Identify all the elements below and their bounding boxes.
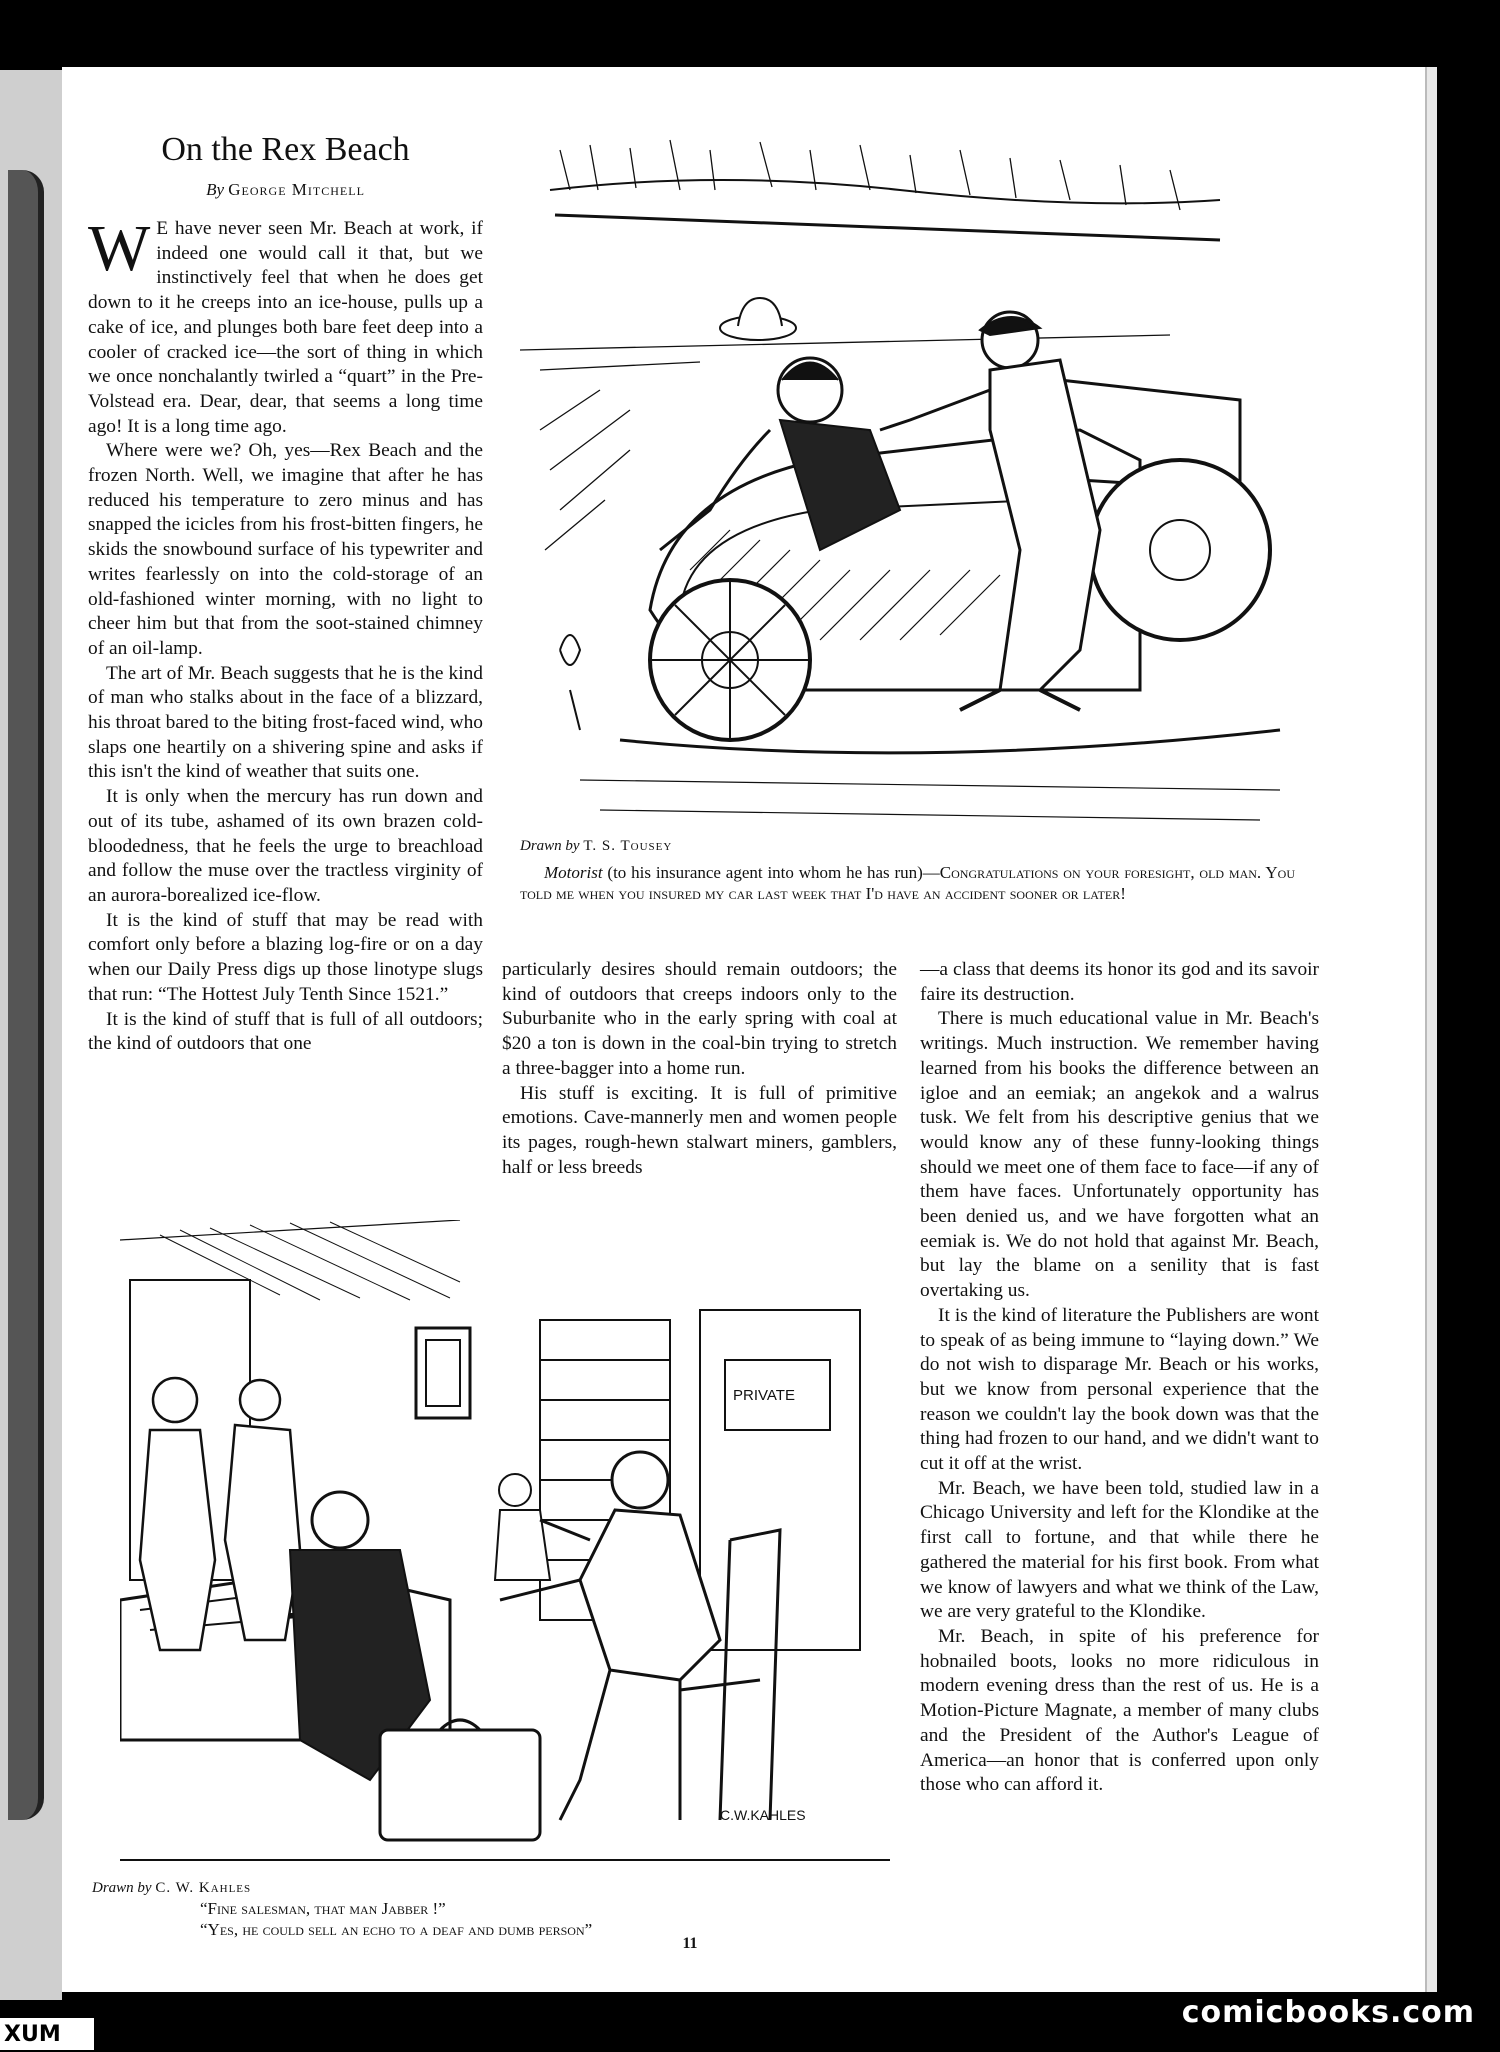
paragraph: It is the kind of literature the Publishers are wont to speak of as being immune to “laying down.” We do not wish to disparage Mr. Beach or his works, but we know from personal experience that the reason we couldn't lay the book down was that the thing had frozen to our hand, and we didn't want to cut it off at the wrist.: [920, 1304, 1319, 1475]
office-salesman-drawing: [120, 1220, 890, 1875]
drop-cap: W: [88, 212, 151, 285]
credit-artist: C. W. Kahles: [155, 1880, 252, 1896]
caption-line-2: “Yes, he could sell an echo to a deaf and dumb person”: [200, 1920, 593, 1939]
paragraph: There is much educational value in Mr. Beach's writings. Much instruction. We remember having learned from his books the difference between an igloe and an eemiak; an angekok and a walrus tusk. We felt from his descriptive genius that we would know any of these funny-looking things should we meet one of them face to face—if any of them have faces. Unfortunately opportunity has been denied us, and we have forgotten what an eemiak is. We do not hold that against Mr. Beach, but lay the blame on a senility that is fast overtaking us.: [920, 1008, 1319, 1302]
paragraph: —a class that deems its honor its god and its savoir faire its destruction.: [920, 959, 1319, 1005]
caption-speaker: Motorist: [544, 863, 603, 882]
article-column-2: [502, 958, 897, 1180]
caption-quote: Congratulations on your foresight, old man. You told me when you insured my car last week that I'd have an accident sooner or later!: [520, 863, 1295, 903]
car-accident-drawing: [520, 130, 1300, 830]
article-column-1: [88, 212, 483, 1057]
credit-prefix: Drawn by: [92, 1880, 152, 1896]
paragraph: Mr. Beach, we have been told, studied law in a Chicago University and left for the Klondike at the first call to fortune, and that while there he gathered the material for his first book. From what we know of lawyers and what we think of the Law, we are very grateful to the Klondike.: [920, 1477, 1319, 1623]
credit-prefix: Drawn by: [520, 838, 580, 854]
corner-label: XUM: [0, 2018, 94, 2050]
caption-line-1: “Fine salesman, that man Jabber !”: [200, 1899, 446, 1918]
page-number: 11: [682, 1935, 698, 1952]
paragraph: Where were we? Oh, yes—Rex Beach and the frozen North. Well, we imagine that after he has reduced his temperature to zero minus and has snapped the icicles from his frost-bitten fingers, he skids the snowbound surface of his typewriter and writes fearlessly on into the cold-storage of an old-fashioned winter morning, with no light to cheer him but that from the soot-stained chimney of an oil-lamp.: [88, 440, 483, 659]
paragraph: E have never seen Mr. Beach at work, if indeed one would call it that, but we instinctively feel that when he does get down to it he creeps into an ice-house, pulls up a cake of ice, and plunges both bare feet deep into a cooler of cracked ice—the sort of thing in which we once nonchalantly twirled a “quart” in the Pre-Volstead era. Dear, dear, that seems a long time ago! It is a long time ago.: [88, 218, 483, 437]
paragraph: It is the kind of stuff that is full of all outdoors; the kind of outdoors that one: [88, 1008, 483, 1055]
cartoon-car-accident: [520, 130, 1300, 830]
paragraph: The art of Mr. Beach suggests that he is the kind of man who stalks about in the face of a blizzard, his throat bared to the biting frost-faced wind, who slaps one heartily on a shivering spine and asks if this isn't the kind of weather that suits one.: [88, 662, 483, 783]
caption-stage-direction: (to his insurance agent into whom he has run)—: [607, 863, 940, 882]
page-edge: [1425, 67, 1437, 1992]
article-title: On the Rex Beach: [161, 131, 410, 168]
cartoon-office-salesman: [120, 1220, 890, 1875]
paragraph: particularly desires should remain outdoors; the kind of outdoors that creeps indoors only to the Suburbanite who in the early spring with coal at $20 a ton is down in the coal-bin trying to stretch a three-bagger into a home run.: [502, 959, 897, 1079]
article-byline: [88, 180, 483, 200]
site-watermark: comicbooks.com: [1181, 1995, 1475, 2030]
article-column-3: [920, 958, 1319, 1798]
cartoon-1-caption: [520, 862, 1295, 904]
cartoon-1-credit: [520, 838, 672, 855]
cartoon-2-caption: [200, 1898, 800, 1940]
door-sign: PRIVATE: [733, 1387, 795, 1404]
paragraph: It is the kind of stuff that may be read with comfort only before a blazing log-fire or on a day when our Daily Press digs up those linotype slugs that run: “The Hottest July Tenth Since 1521.”: [88, 909, 483, 1005]
book-gutter: [0, 70, 62, 2000]
paragraph: His stuff is exciting. It is full of primitive emotions. Cave-mannerly men and women people its pages, rough-hewn stalwart miners, gamblers, half or less breeds: [502, 1082, 897, 1178]
byline-prefix: By: [206, 180, 225, 199]
artist-signature: C.W.KAHLES: [720, 1807, 806, 1823]
paragraph: Mr. Beach, in spite of his preference for hobnailed boots, looks no more ridiculous in modern evening dress than the rest of us. He is a Motion-Picture Magnate, a member of many clubs and the President of the Author's League of America—an honor that is conferred upon only those who can afford it.: [920, 1625, 1319, 1796]
credit-artist: T. S. Tousey: [583, 838, 673, 854]
cartoon-2-credit: [92, 1880, 251, 1897]
byline-author: George Mitchell: [228, 180, 365, 199]
paragraph: It is only when the mercury has run down and out of its tube, ashamed of its own brazen cold-bloodedness, that he feels the urge to breachload and follow the muse over the tractless virginity of an aurora-borealized ice-flow.: [88, 786, 483, 906]
